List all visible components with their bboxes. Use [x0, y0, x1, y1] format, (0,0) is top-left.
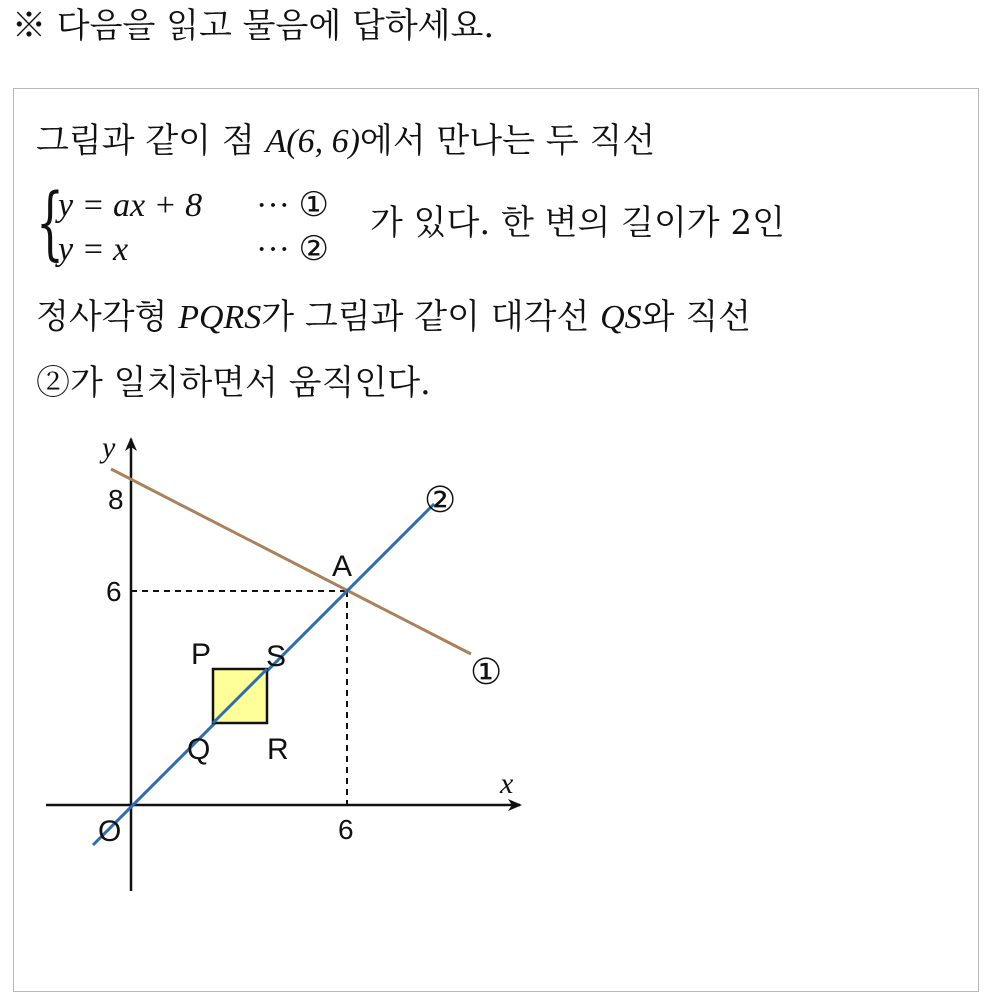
y-tick-6: 6	[106, 576, 122, 607]
problem-box	[13, 88, 979, 992]
origin-label: O	[98, 815, 122, 848]
y-axis-label: y	[102, 431, 116, 464]
line-1-tag: ①	[470, 652, 503, 693]
line-2-tag: ②	[424, 480, 457, 521]
diagonal-name: QS	[600, 299, 642, 336]
problem-line-2-tail: 가 있다. 한 변의 길이가 2인	[370, 203, 785, 243]
line3-head: 정사각형	[36, 297, 179, 337]
point-a-label: A	[332, 550, 353, 583]
line-1	[111, 469, 471, 654]
square-name: PQRS	[178, 299, 262, 336]
point-q-label: Q	[187, 733, 211, 766]
coordinate-figure	[14, 89, 980, 993]
instruction-text: ※ 다음을 읽고 물음에 답하세요.	[12, 6, 495, 46]
equation-1-lhs: y = ax + 8	[58, 187, 203, 224]
line1-tail: 에서 만나는 두 직선	[359, 121, 656, 161]
y-tick-8: 8	[108, 484, 124, 515]
system-brace: {	[36, 176, 64, 269]
x-tick-6: 6	[338, 814, 354, 845]
point-s-label: S	[266, 640, 287, 673]
point-a-coords: A(6, 6)	[265, 123, 360, 160]
equation-2-lhs: y = x	[58, 231, 129, 268]
point-p-label: P	[191, 638, 212, 671]
equation-1-tag: ··· ①	[256, 187, 329, 224]
equation-2-tag: ··· ②	[256, 231, 329, 268]
x-axis-label: x	[500, 767, 514, 800]
point-r-label: R	[267, 733, 289, 766]
line3-mid: 가 그림과 같이 대각선	[261, 297, 601, 337]
problem-line-4: ②가 일치하면서 움직인다.	[36, 363, 431, 403]
line3-tail: 와 직선	[641, 297, 752, 337]
line1-text: 그림과 같이 점	[36, 121, 266, 161]
